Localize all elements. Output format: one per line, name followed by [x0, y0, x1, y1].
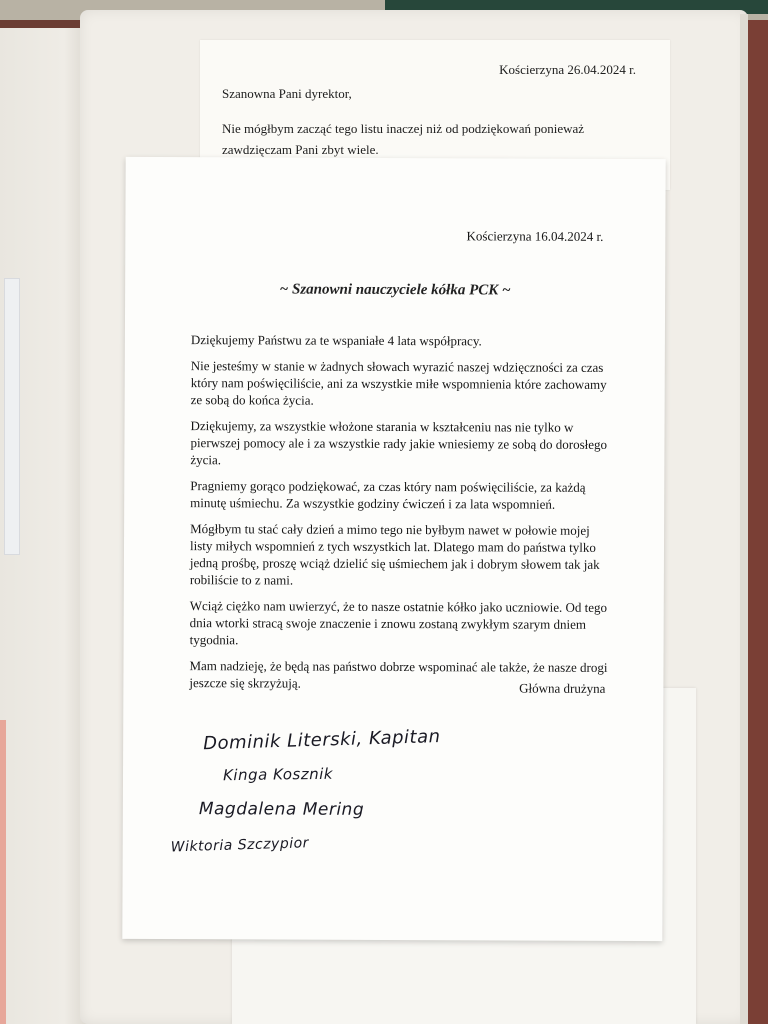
letter-date: Kościerzyna 16.04.2024 r. [466, 228, 604, 244]
letter-paragraph: Dziękujemy Państwu za te wspaniałe 4 lata współpracy. [190, 332, 482, 349]
signature: Wiktoria Szczypior [170, 835, 310, 856]
letter-sign-off: Główna drużyna [519, 680, 606, 696]
letter-paragraph: Pragniemy gorąco podziękować, za czas który nam poświęciliście, za każdą minutę uśmiechu. Za wszystkie godziny ćwiczeń i za lata wspomnień. [190, 478, 586, 512]
letter-paragraph: Nie jesteśmy w stanie w żadnych słowach wyrazić naszej wdzięczności za czas który nam poświęciliście, ani za wszystkie miłe wspomnienia które zachowamy ze sobą do końca życia. [190, 358, 607, 408]
letter-paragraph: Wciąż ciężko nam uwierzyć, że to nasze ostatnie kółko jako uczniowie. Od tego dnia wtorki stracą swoje znaczenie i znowu zostaną zwykłym szarym dniem tygodnia. [189, 598, 608, 648]
binder-page-edge [740, 14, 748, 1024]
letter-paragraph: Mam nadzieję, że będą nas państwo dobrze wspominać ale także, że nasze drogi jeszcze się skrzyżują. [189, 658, 608, 691]
signature: Dominik Literski, Kapitan [202, 726, 441, 755]
signature: Magdalena Mering [198, 799, 365, 820]
left-page-tab [4, 278, 20, 555]
back-letter-greeting: Szanowna Pani dyrektor, [222, 86, 352, 101]
back-letter-date: Kościerzyna 26.04.2024 r. [499, 62, 636, 77]
pink-sheet-edge [0, 720, 6, 1024]
letter-paragraph: Dziękujemy, za wszystkie włożone starania w kształceniu nas nie tylko w pierwszej pomocy ale i za wszystkie rady jakie wniesiemy ze sobą do dorosłego życia. [190, 418, 608, 468]
letter-title: ~ Szanowni nauczyciele kółka PCK ~ [279, 281, 511, 299]
letter-paragraph: Mógłbym tu stać cały dzień a mimo tego nie byłbym nawet w połowie mojej listy miłych wspomnień z tych wszystkich lat. Dlatego mam do państwa tylko jedną prośbę, proszę wciąż dzielić się uśmiechem jak i dobrym słowem tak jak robiliście to z nami. [189, 521, 600, 588]
back-letter-text: Nie mógłbym zacząć tego listu inaczej niż od podziękowań ponieważ zawdzięczam Pani zbyt wiele. [222, 121, 585, 157]
main-letter [122, 157, 665, 941]
letter-body [189, 331, 611, 702]
binder-cover-edge [748, 20, 768, 1024]
signature: Kinga Kosznik [222, 764, 334, 785]
